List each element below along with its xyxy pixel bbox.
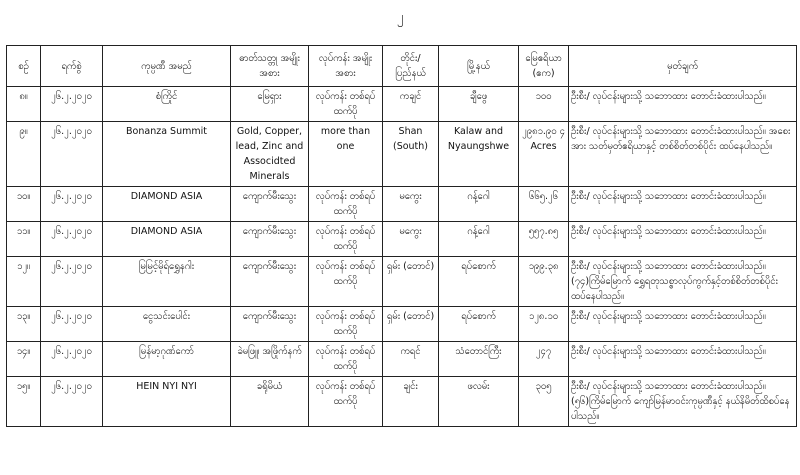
table-row bbox=[7, 87, 797, 122]
cell-remarks: ဦးစီး/ လုပ်ငန်းများသို့ သဘောထား တောင်းခံထားပါသည်။ bbox=[569, 307, 797, 342]
header-remarks: မှတ်ချက် bbox=[569, 46, 797, 87]
cell-no: ၁၄။ bbox=[7, 342, 41, 377]
cell-township: ဂန့်ဂေါ bbox=[439, 222, 519, 257]
cell-company: DIAMOND ASIA bbox=[103, 222, 231, 257]
cell-region: မကွေး bbox=[383, 222, 439, 257]
cell-area: ၅၅၇.၈၅ bbox=[519, 222, 569, 257]
table-body bbox=[7, 87, 797, 427]
cell-mineral: ခရိုမိယံ bbox=[231, 377, 309, 427]
cell-license-type: လုပ်ကန်း တစ်ရပ်ထက်ပို bbox=[309, 342, 383, 377]
cell-license-type: လုပ်ကန်း တစ်ရပ်ထက်ပို bbox=[309, 187, 383, 222]
cell-remarks: ဦးစီး/ လုပ်ငန်းများသို့ သဘောထား တောင်းခံထားပါသည်။ bbox=[569, 222, 797, 257]
cell-date: ၂၆.၂.၂၀၂၀ bbox=[41, 187, 103, 222]
cell-area: ၁၂၈.၁၀ bbox=[519, 307, 569, 342]
cell-no: ၁၀။ bbox=[7, 187, 41, 222]
cell-remarks: ဦးစီး/ လုပ်ငန်းများသို့ သဘောထား တောင်းခံထားပါသည်။ (၅၆)ကြိမ်မြောက် ကျော်မြန်မာဝင်းကုမ္ပဏီနှင့် နယ်နိမိတ်ထိစပ်နေပါသည်။ bbox=[569, 377, 797, 427]
cell-township: ချီဖွေ bbox=[439, 87, 519, 122]
cell-company: မြမြင့်မိုရ်ရွှေနဂါး bbox=[103, 257, 231, 307]
cell-area: ၁၉၉.၃၈ bbox=[519, 257, 569, 307]
cell-company: စံကြိုင် bbox=[103, 87, 231, 122]
cell-date: ၂၆.၂.၂၀၂၀ bbox=[41, 377, 103, 427]
header-area: မြေဧရိယာ (ဧက) bbox=[519, 46, 569, 87]
cell-no: ၁၁။ bbox=[7, 222, 41, 257]
cell-area: ၁၀၀ bbox=[519, 87, 569, 122]
cell-area: ၂၄၇ bbox=[519, 342, 569, 377]
cell-remarks: ဦးစီး/ လုပ်ငန်းများသို့ သဘောထား တောင်းခံထားပါသည်။ bbox=[569, 87, 797, 122]
header-township: မြို့နယ် bbox=[439, 46, 519, 87]
cell-area: ၃၀၅ bbox=[519, 377, 569, 427]
cell-region: ကချင် bbox=[383, 87, 439, 122]
cell-township: ရပ်စောက် bbox=[439, 307, 519, 342]
cell-license-type: လုပ်ကန်း တစ်ရပ်ထက်ပို bbox=[309, 222, 383, 257]
header-no: စဉ် bbox=[7, 46, 41, 87]
cell-date: ၂၆.၂.၂၀၂၀ bbox=[41, 257, 103, 307]
cell-company: DIAMOND ASIA bbox=[103, 187, 231, 222]
cell-township: ရပ်စောက် bbox=[439, 257, 519, 307]
cell-mineral: ကျောက်မီးသွေး bbox=[231, 257, 309, 307]
mining-license-table bbox=[6, 45, 797, 427]
cell-mineral: ကျောက်မီးသွေး bbox=[231, 187, 309, 222]
table-row bbox=[7, 122, 797, 187]
table-row bbox=[7, 377, 797, 427]
table-row bbox=[7, 307, 797, 342]
cell-area: ၆၆၅.၂၆ bbox=[519, 187, 569, 222]
cell-license-type: လုပ်ကန်း တစ်ရပ်ထက်ပို bbox=[309, 87, 383, 122]
cell-date: ၂၆.၂.၂၀၂၀ bbox=[41, 122, 103, 187]
cell-township: Kalaw and Nyaungshwe bbox=[439, 122, 519, 187]
cell-region: ကရင် bbox=[383, 342, 439, 377]
cell-region: ရှမ်း (တောင်) bbox=[383, 307, 439, 342]
cell-area: ၂၉၈၁.၉၀ ၄ Acres bbox=[519, 122, 569, 187]
table-header-row bbox=[7, 46, 797, 87]
cell-region: Shan (South) bbox=[383, 122, 439, 187]
cell-township: ဖလမ်း bbox=[439, 377, 519, 427]
cell-region: ချင်း bbox=[383, 377, 439, 427]
header-mineral: ဓာတ်သတ္တု အမျိုးအစား bbox=[231, 46, 309, 87]
cell-no: ၉။ bbox=[7, 122, 41, 187]
cell-no: ၁၂။ bbox=[7, 257, 41, 307]
cell-date: ၂၆.၂.၂၀၂၀ bbox=[41, 222, 103, 257]
cell-no: ၈။ bbox=[7, 87, 41, 122]
cell-company: မြန်မာ့ဂုဏ်ကော် bbox=[103, 342, 231, 377]
cell-date: ၂၆.၂.၂၀၂၀ bbox=[41, 307, 103, 342]
cell-company: Bonanza Summit bbox=[103, 122, 231, 187]
cell-township: သံတောင်ကြီး bbox=[439, 342, 519, 377]
table-row bbox=[7, 222, 797, 257]
cell-no: ၁၅။ bbox=[7, 377, 41, 427]
cell-date: ၂၆.၂.၂၀၂၀ bbox=[41, 342, 103, 377]
table-row bbox=[7, 257, 797, 307]
cell-region: ရှမ်း (တောင်) bbox=[383, 257, 439, 307]
cell-region: မကွေး bbox=[383, 187, 439, 222]
cell-license-type: လုပ်ကန်း တစ်ရပ်ထက်ပို bbox=[309, 307, 383, 342]
table-row bbox=[7, 187, 797, 222]
cell-mineral: မြေရှား bbox=[231, 87, 309, 122]
cell-license-type: more than one bbox=[309, 122, 383, 187]
cell-mineral: ကျောက်မီးသွေး bbox=[231, 222, 309, 257]
header-date: ရက်စွဲ bbox=[41, 46, 103, 87]
cell-remarks: ဦးစီး/ လုပ်ငန်းများသို့ သဘောထား တောင်းခံထားပါသည်။ bbox=[569, 187, 797, 222]
page-number: ၂ bbox=[396, 10, 404, 25]
cell-remarks: ဦးစီး/ လုပ်ငန်းများသို့ သဘောထား တောင်းခံထားပါသည်။ (၇၄)ကြိမ်မြောက် ရွှေရတုသစ္စာလုပ်ကွက်နှင့်တစ်စိတ်တစ်ပိုင်း ထပ်နေပါသည်။ bbox=[569, 257, 797, 307]
cell-date: ၂၆.၂.၂၀၂၀ bbox=[41, 87, 103, 122]
cell-no: ၁၃။ bbox=[7, 307, 41, 342]
cell-remarks: ဦးစီး/ လုပ်ငန်းများသို့ သဘောထား တောင်းခံထားပါသည်။ bbox=[569, 342, 797, 377]
header-region: တိုင်း/ ပြည်နယ် bbox=[383, 46, 439, 87]
cell-township: ဂန့်ဂေါ bbox=[439, 187, 519, 222]
cell-remarks: ဦးစီး/ လုပ်ငန်းများသို့ သဘောထား တောင်းခံထားပါသည်။ အစေးအား သတ်မှတ်ဧရိယာနှင့် တစ်စိတ်တစ်ပိုင်း ထပ်နေပါသည်။ bbox=[569, 122, 797, 187]
cell-license-type: လုပ်ကန်း တစ်ရပ်ထက်ပို bbox=[309, 257, 383, 307]
cell-mineral: Gold, Copper, lead, Zinc and Associdted Minerals bbox=[231, 122, 309, 187]
cell-mineral: ခဲမဖြူ၊ အဖြိုက်နက် bbox=[231, 342, 309, 377]
cell-mineral: ကျောက်မီးသွေး bbox=[231, 307, 309, 342]
cell-company: ငွေသင်းပေါင်း bbox=[103, 307, 231, 342]
cell-license-type: လုပ်ကန်း တစ်ရပ်ထက်ပို bbox=[309, 377, 383, 427]
header-company: ကုမ္ပဏီ အမည် bbox=[103, 46, 231, 87]
cell-company: HEIN NYI NYI bbox=[103, 377, 231, 427]
header-license-type: လုပ်ကန်း အမျိုးအစား bbox=[309, 46, 383, 87]
table-row bbox=[7, 342, 797, 377]
